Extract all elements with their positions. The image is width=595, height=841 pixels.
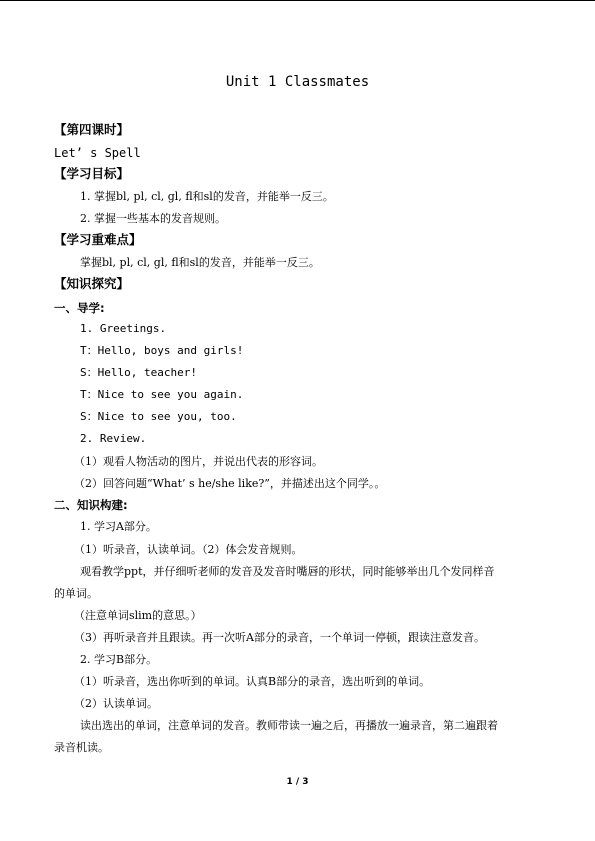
greetings-item: 1. Greetings. [80, 322, 167, 335]
part-b-item: 2. 学习B部分。 [80, 653, 158, 666]
dialogue-line-2: S：Hello, teacher! [80, 366, 197, 379]
section-heading-key-points: 【学习重难点】 [54, 232, 142, 247]
section-heading-lesson: 【第四课时】 [54, 122, 130, 137]
part-b-paragraph-line-2: 录音机读。 [54, 741, 109, 754]
subsection-heading-intro: 一、导学: [54, 301, 105, 315]
part-b-paragraph-line-1: 读出选出的单词，注意单词的发音。教师带读一遍之后，再播放一遍录音，第二遍跟着 [80, 719, 498, 732]
review-step-2: （2）回答问题“What’ s he/she like?”，并描述出这个同学。。 [74, 477, 386, 490]
section-heading-objectives: 【学习目标】 [54, 166, 130, 181]
lesson-subtitle: Let’ s Spell [54, 146, 141, 160]
dialogue-line-3: T：Nice to see you again. [80, 388, 244, 401]
part-a-step-3: （3）再听录音并且跟读。再一次听A部分的录音，一个单词一停顿，跟读注意发音。 [74, 631, 485, 644]
part-a-note: （注意单词slim的意思。） [74, 609, 202, 622]
key-point-text: 掌握bl, pl, cl, gl, fl和sl的发音，并能举一反三。 [80, 256, 320, 269]
top-border [0, 0, 595, 1]
objective-item-2: 2. 掌握一些基本的发音规则。 [80, 212, 226, 225]
part-b-step-1: （1）听录音，选出你听到的单词。认真B部分的录音，选出听到的单词。 [74, 675, 431, 688]
page-number: 1 / 3 [286, 777, 309, 787]
part-a-step-1-2: （1）听录音，认读单词。（2）体会发音规则。 [74, 543, 303, 556]
subsection-heading-construction: 二、知识构建: [54, 498, 128, 512]
dialogue-line-4: S：Nice to see you, too. [80, 410, 237, 423]
section-heading-exploration: 【知识探究】 [54, 276, 130, 291]
page-title: Unit 1 Classmates [225, 74, 370, 90]
review-step-1: （1）观看人物活动的图片，并说出代表的形容词。 [74, 455, 323, 468]
review-item: 2. Review. [80, 432, 147, 445]
part-a-paragraph-line-1: 观看教学ppt，并仔细听老师的发音及发音时嘴唇的形状，同时能够举出几个发同样音 [80, 565, 495, 578]
objective-item-1: 1. 掌握bl, pl, cl, gl, fl和sl的发音，并能举一反三。 [80, 190, 334, 203]
part-a-item: 1. 学习A部分。 [80, 520, 157, 533]
part-a-paragraph-line-2: 的单词。 [54, 587, 98, 600]
dialogue-line-1: T：Hello, boys and girls! [80, 344, 244, 357]
part-b-step-2: （2）认读单词。 [74, 697, 158, 710]
